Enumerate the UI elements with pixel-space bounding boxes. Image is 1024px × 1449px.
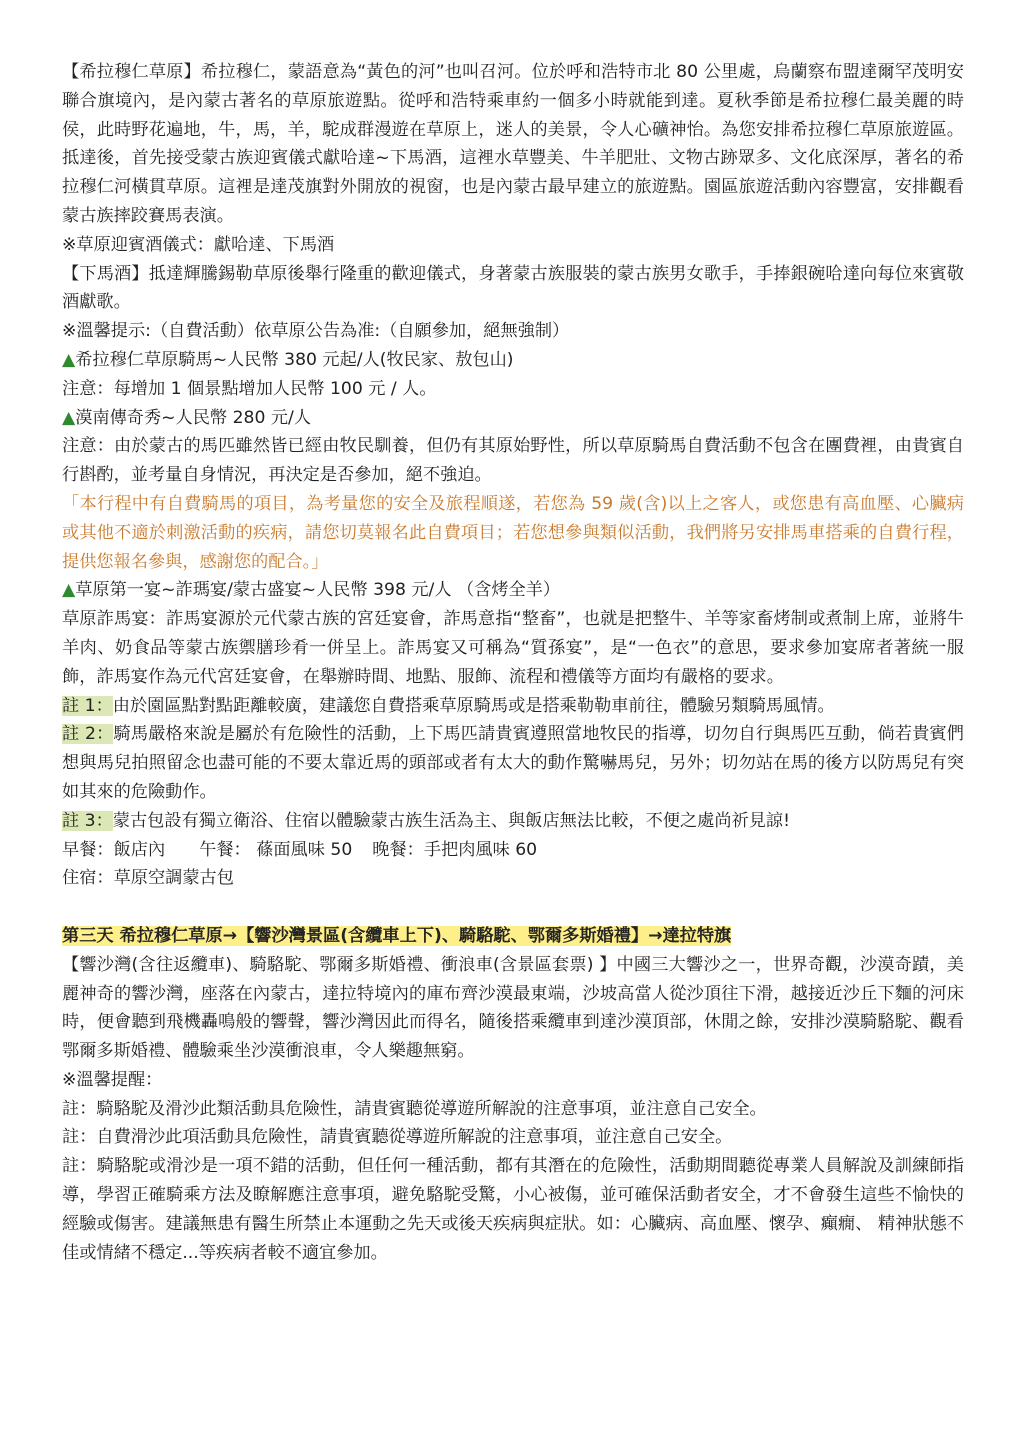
xiangshawan-paragraph: 【響沙灣(含往返纜車)、騎駱駝、鄂爾多斯婚禮、衝浪車(含景區套票) 】中國三大響沙之一，世界奇觀，沙漠奇蹟，美麗神奇的響沙灣，座落在內蒙古，達拉特境內的庫布齊沙漠最東端，沙坡高當人從沙頂往下滑，越接近沙丘下麵的河床時，便會聽到飛機轟鳴般的響聲，響沙灣因此而得名，隨後搭乘纜車到達沙漠頂部，休閒之餘，安排沙漠騎駱駝、觀看鄂爾多斯婚禮、體驗乘坐沙漠衝浪車，令人樂趣無窮。 (62, 954, 964, 1062)
note-2 (62, 720, 964, 806)
note-3 (62, 807, 964, 836)
camel-note-2: 註：自費滑沙此項活動具危險性，請貴賓聽從導遊所解說的注意事項，並注意自己安全。 (62, 1127, 733, 1148)
note-text: 騎馬嚴格來說是屬於有危險性的活動，上下馬匹請貴賓遵照當地牧民的指導，切勿自行與馬匹互動，倘若貴賓們想與馬兒拍照留念也盡可能的不要太靠近馬的頭部或者有太大的動作驚嚇馬兒，另外；切勿站在馬的後方以防馬兒有突如其來的危險動作。 (62, 724, 964, 802)
lodging-line: 住宿：草原空調蒙古包 (62, 868, 234, 889)
orange-notice: 「本行程中有自費騎馬的項目，為考量您的安全及旅程順遂，若您為 59 歲(含)以上之客人，或您患有高血壓、心臟病或其他不適於刺激活動的疾病，請您切莫報名此自費項目；若您想參與類似活動，我們將另安排馬車搭乘的自費行程，提供您報名參與，感謝您的配合。」 (62, 493, 964, 572)
meal-dinner: 晚餐：手把肉風味 60 (372, 839, 538, 860)
note-label: 註 2： (62, 724, 114, 745)
warm-tip: ※溫馨提示:（自費活動）依草原公告為准:（自願參加，絕無強制） (62, 321, 570, 342)
item-horse-riding (62, 346, 964, 375)
welcome-ceremony: ※草原迎賓酒儀式：獻哈達、下馬酒 (62, 234, 335, 255)
triangle-icon: ▲ (62, 349, 76, 370)
zhama-feast-paragraph: 草原詐馬宴：詐馬宴源於元代蒙古族的宮廷宴會，詐馬意指“整畜”，也就是把整牛、羊等家畜烤制或煮制上席，並將牛羊肉、奶食品等蒙古族禦膳珍肴一併呈上。詐馬宴又可稱為“質孫宴”，是“一色衣”的意思，要求參加宴席者著統一服飾，詐馬宴作為元代宮廷宴會，在舉辦時間、地點、服飾、流程和禮儀等方面均有嚴格的要求。 (62, 609, 964, 687)
triangle-icon: ▲ (62, 580, 76, 601)
warm-reminder: ※溫馨提醒： (62, 1069, 163, 1090)
meals-line (62, 836, 964, 865)
note-extra-point: 注意：每增加 1 個景點增加人民幣 100 元 / 人。 (62, 378, 437, 399)
meal-breakfast: 早餐：飯店內 (62, 839, 166, 860)
xiamajiu-paragraph: 【下馬酒】抵達輝騰錫勒草原後舉行隆重的歡迎儀式，身著蒙古族服裝的蒙古族男女歌手，手捧銀碗哈達向每位來賓敬酒獻歌。 (62, 263, 964, 313)
note-1 (62, 692, 964, 721)
item-show (62, 404, 964, 433)
note-label: 註 3： (62, 810, 113, 831)
day3-heading-line (62, 922, 964, 951)
item-horse-riding-text: 希拉穆仁草原騎馬~人民幣 380 元起/人(牧民家、敖包山) (75, 349, 514, 370)
triangle-icon: ▲ (62, 407, 76, 428)
section-gap (62, 893, 964, 922)
intro-xilamuren: 【希拉穆仁草原】希拉穆仁，蒙語意為“黃色的河”也叫召河。位於呼和浩特市北 80 公里處，烏蘭察布盟達爾罕茂明安聯合旗境內，是內蒙古著名的草原旅遊點。從呼和浩特乘車約一個多小時就能到達。夏秋季節是希拉穆仁最美麗的時侯，此時野花遍地，牛，馬，羊，駝成群漫遊在草原上，迷人的美景，令人心礦神怡。為您安排希拉穆仁草原旅遊區。抵達後，首先接受蒙古族迎賓儀式獻哈達~下馬酒，這裡水草豐美、牛羊肥壯、文物古跡眾多、文化底深厚，著名的希拉穆仁河橫貫草原。這裡是達茂旗對外開放的視窗，也是內蒙古最早建立的旅遊點。園區旅遊活動內容豐富，安排觀看蒙古族摔跤賽馬表演。 (62, 62, 964, 226)
camel-note-1: 註：騎駱駝及滑沙此類活動具危險性，請貴賓聽從導遊所解說的注意事項，並注意自己安全。 (62, 1098, 767, 1119)
note-text: 由於園區點對點距離較廣，建議您自費搭乘草原騎馬或是搭乘勒勒車前往，體驗另類騎馬風情。 (112, 695, 835, 716)
note-horses: 注意：由於蒙古的馬匹雖然皆已經由牧民馴養，但仍有其原始野性，所以草原騎馬自費活動不包含在團費裡，由貴賓自行斟酌，並考量自身情況，再決定是否參加，絕不強迫。 (62, 436, 964, 486)
item-show-text: 漠南傳奇秀~人民幣 280 元/人 (75, 407, 312, 428)
item-feast-text: 草原第一宴~詐瑪宴/蒙古盛宴~人民幣 398 元/人 （含烤全羊） (75, 580, 561, 601)
item-feast (62, 576, 964, 605)
note-label: 註 1： (62, 695, 113, 716)
camel-note-3: 註：騎駱駝或滑沙是一項不錯的活動，但任何一種活動，都有其潛在的危險性，活動期間聽從專業人員解說及訓練師指導，學習正確騎乘方法及瞭解應注意事項，避免駱駝受驚，小心被傷，並可確保活動者安全，才不會發生這些不愉快的經驗或傷害。建議無患有醫生所禁止本運動之先天或後天疾病與症狀。如：心臟病、高血壓、懷孕、癲癇、 精神狀態不佳或情緒不穩定...等疾病者較不適宜參加。 (62, 1156, 964, 1263)
day3-heading: 第三天 希拉穆仁草原→【響沙灣景區(含纜車上下)、騎駱駝、鄂爾多斯婚禮】→達拉特旗 (62, 925, 732, 946)
note-text: 蒙古包設有獨立衛浴、住宿以體驗蒙古族生活為主、與飯店無法比較，不便之處尚祈見諒! (112, 810, 790, 831)
meal-lunch: 午餐： 蓧面風味 50 (199, 839, 353, 860)
